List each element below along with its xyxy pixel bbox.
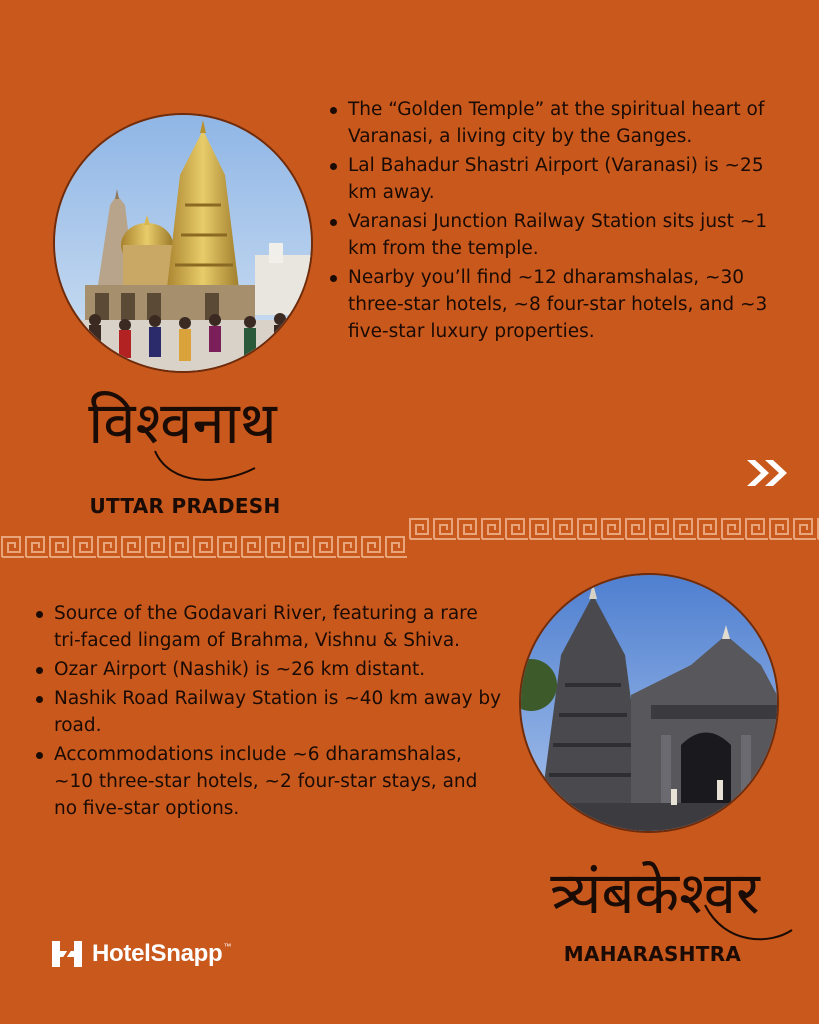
hotelsnapp-logo-icon: [50, 939, 84, 969]
list-item: Nearby you’ll find ~12 dharamshalas, ~30 three-star hotels, ~8 four-star hotels, and ~3 five-star luxury properties.: [328, 264, 788, 345]
trademark-symbol: ™: [223, 942, 232, 951]
list-item: The “Golden Temple” at the spiritual heart of Varanasi, a living city by the Ganges.: [328, 96, 788, 150]
calligraphy-swash: [150, 446, 260, 486]
list-item: Lal Bahadur Shastri Airport (Varanasi) is ~25 km away.: [328, 152, 788, 206]
list-item: Source of the Godavari River, featuring a rare tri-faced lingam of Brahma, Vishnu & Shiva.: [34, 600, 504, 654]
list-item: Accommodations include ~6 dharamshalas, ~10 three-star hotels, ~2 four-star stays, and no five-star options.: [34, 741, 504, 822]
list-item: Nashik Road Railway Station is ~40 km away by road.: [34, 685, 504, 739]
trimbakeshwar-temple-photo: [519, 573, 779, 833]
greek-key-divider: [408, 517, 819, 541]
trimbakeshwar-facts-list: [34, 600, 504, 824]
hotelsnapp-logo: [50, 936, 231, 972]
state-label-maharashtra: MAHARASHTRA: [563, 942, 742, 966]
calligraphy-swash: [700, 900, 795, 945]
brand-name: HotelSnapp: [92, 940, 223, 967]
double-chevron-right-icon[interactable]: [745, 458, 791, 488]
list-item: Varanasi Junction Railway Station sits just ~1 km from the temple.: [328, 208, 788, 262]
state-label-uttar-pradesh: UTTAR PRADESH: [89, 494, 281, 518]
vishwanath-temple-photo: [53, 113, 313, 373]
greek-key-divider: [0, 535, 407, 559]
list-item: Ozar Airport (Nashik) is ~26 km distant.: [34, 656, 504, 683]
vishwanath-facts-list: [328, 96, 788, 347]
trimbakeshwar-script-title: त्र्यंबकेश्वर: [550, 859, 760, 927]
vishwanath-script-title: विश्वनाथ: [88, 389, 277, 457]
